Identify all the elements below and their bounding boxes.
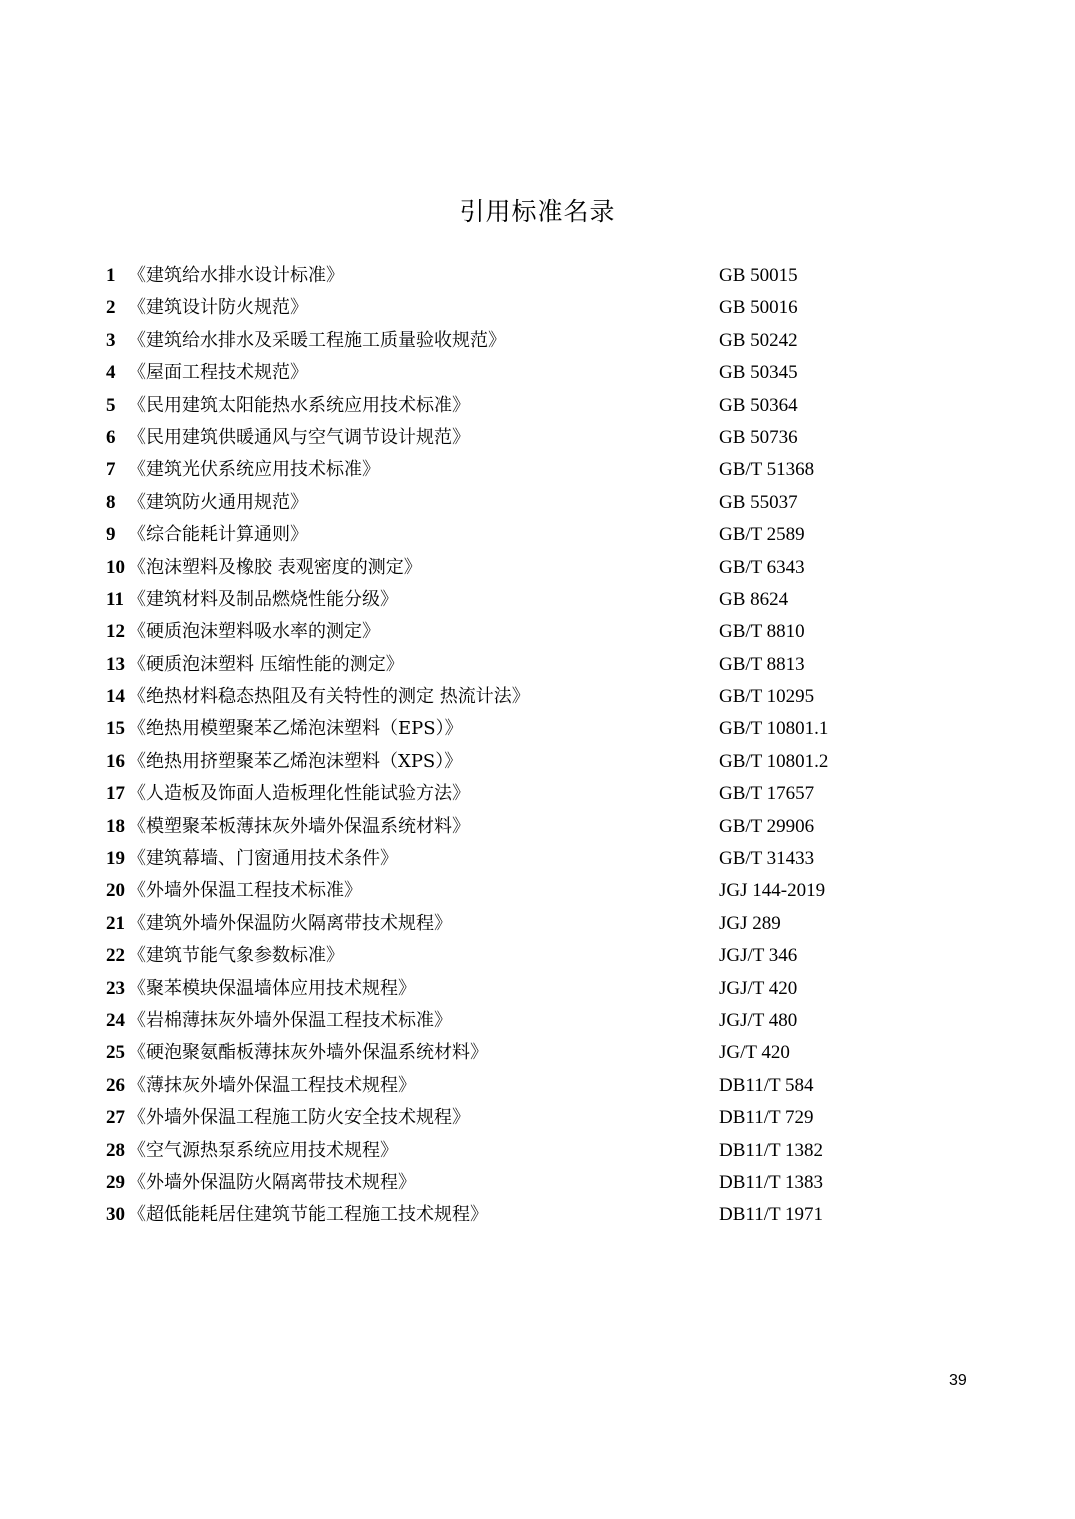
reference-title: 《建筑外墙外保温防火隔离带技术规程》 — [128, 912, 452, 934]
reference-code: GB/T 31433 — [719, 848, 815, 870]
reference-title: 《建筑防火通用规范》 — [128, 491, 308, 513]
reference-item — [0, 1037, 1075, 1069]
reference-code: GB/T 29906 — [719, 815, 815, 837]
reference-number: 20 — [106, 880, 125, 902]
reference-item — [0, 908, 1075, 940]
reference-item — [0, 713, 1075, 745]
reference-number: 26 — [106, 1074, 125, 1096]
reference-number: 18 — [106, 815, 125, 837]
reference-number: 22 — [106, 945, 125, 967]
reference-number: 6 — [106, 426, 116, 448]
reference-title: 《屋面工程技术规范》 — [128, 362, 308, 384]
reference-number: 25 — [106, 1042, 125, 1064]
reference-title: 《建筑幕墙、门窗通用技术条件》 — [128, 848, 398, 870]
reference-code: GB 50364 — [719, 394, 798, 416]
reference-code: GB/T 10295 — [719, 686, 815, 708]
reference-title: 《泡沫塑料及橡胶 表观密度的测定》 — [128, 556, 422, 578]
reference-item — [0, 778, 1075, 810]
reference-title: 《建筑节能气象参数标准》 — [128, 945, 344, 967]
reference-code: JGJ/T 420 — [719, 977, 798, 999]
reference-number: 3 — [106, 329, 116, 351]
reference-number: 5 — [106, 394, 116, 416]
reference-number: 12 — [106, 621, 125, 643]
reference-title: 《建筑给水排水及采暖工程施工质量验收规范》 — [128, 329, 506, 351]
reference-code: GB/T 10801.1 — [719, 718, 829, 740]
reference-item — [0, 1005, 1075, 1037]
reference-code: JG/T 420 — [719, 1042, 790, 1064]
reference-code: DB11/T 729 — [719, 1107, 814, 1129]
reference-number: 8 — [106, 491, 116, 513]
reference-title: 《建筑材料及制品燃烧性能分级》 — [128, 588, 398, 610]
reference-title: 《外墙外保温防火隔离带技术规程》 — [128, 1171, 416, 1193]
page-title: 引用标准名录 — [459, 197, 616, 226]
reference-item — [0, 843, 1075, 875]
reference-number: 29 — [106, 1171, 125, 1193]
reference-item — [0, 325, 1075, 357]
reference-title: 《硬质泡沫塑料吸水率的测定》 — [128, 621, 380, 643]
reference-code: GB/T 2589 — [719, 524, 805, 546]
reference-item — [0, 1102, 1075, 1134]
reference-number: 21 — [106, 912, 125, 934]
reference-code: GB/T 10801.2 — [719, 750, 829, 772]
reference-number: 17 — [106, 783, 125, 805]
reference-code: GB 55037 — [719, 491, 798, 513]
reference-number: 7 — [106, 459, 116, 481]
reference-item — [0, 422, 1075, 454]
reference-item — [0, 973, 1075, 1005]
reference-number: 10 — [106, 556, 125, 578]
reference-code: JGJ 144-2019 — [719, 880, 826, 902]
reference-number: 15 — [106, 718, 125, 740]
reference-item — [0, 1135, 1075, 1167]
reference-title: 《薄抹灰外墙外保温工程技术规程》 — [128, 1074, 416, 1096]
reference-code: GB/T 51368 — [719, 459, 815, 481]
reference-code: GB 8624 — [719, 588, 789, 610]
reference-item — [0, 487, 1075, 519]
reference-number: 19 — [106, 848, 125, 870]
reference-item — [0, 649, 1075, 681]
reference-number: 2 — [106, 297, 116, 319]
reference-number: 9 — [106, 524, 116, 546]
reference-item — [0, 390, 1075, 422]
reference-item — [0, 292, 1075, 324]
reference-item — [0, 616, 1075, 648]
reference-code: GB/T 8810 — [719, 621, 805, 643]
reference-title: 《硬质泡沫塑料 压缩性能的测定》 — [128, 653, 404, 675]
reference-number: 11 — [106, 588, 124, 610]
reference-number: 23 — [106, 977, 125, 999]
reference-number: 27 — [106, 1107, 125, 1129]
reference-code: JGJ/T 346 — [719, 945, 798, 967]
reference-item — [0, 875, 1075, 907]
reference-code: JGJ 289 — [719, 912, 781, 934]
reference-code: GB 50016 — [719, 297, 798, 319]
reference-title: 《建筑光伏系统应用技术标准》 — [128, 459, 380, 481]
reference-item — [0, 519, 1075, 551]
page-number: 39 — [949, 1372, 967, 1389]
reference-number: 14 — [106, 686, 125, 708]
reference-title: 《绝热材料稳态热阻及有关特性的测定 热流计法》 — [128, 686, 530, 708]
reference-number: 1 — [106, 265, 116, 286]
reference-title: 《绝热用模塑聚苯乙烯泡沫塑料（EPS）》 — [128, 718, 463, 740]
reference-item — [0, 681, 1075, 713]
reference-item — [0, 811, 1075, 843]
reference-number: 28 — [106, 1139, 125, 1161]
reference-title: 《超低能耗居住建筑节能工程施工技术规程》 — [128, 1204, 488, 1226]
reference-code: DB11/T 1382 — [719, 1139, 823, 1161]
reference-title: 《建筑设计防火规范》 — [128, 297, 308, 319]
reference-title: 《人造板及饰面人造板理化性能试验方法》 — [128, 783, 470, 805]
reference-code: GB/T 8813 — [719, 653, 805, 675]
reference-title: 《民用建筑供暖通风与空气调节设计规范》 — [128, 426, 470, 448]
reference-item — [0, 357, 1075, 389]
reference-number: 16 — [106, 750, 125, 772]
reference-number: 30 — [106, 1204, 125, 1226]
reference-item — [0, 584, 1075, 616]
reference-title: 《空气源热泵系统应用技术规程》 — [128, 1139, 398, 1161]
reference-title: 《绝热用挤塑聚苯乙烯泡沫塑料（XPS）》 — [128, 750, 463, 772]
reference-title: 《模塑聚苯板薄抹灰外墙外保温系统材料》 — [128, 815, 470, 837]
reference-title: 《综合能耗计算通则》 — [128, 524, 308, 546]
reference-item — [0, 552, 1075, 584]
reference-code: GB 50736 — [719, 426, 798, 448]
reference-title: 《硬泡聚氨酯板薄抹灰外墙外保温系统材料》 — [128, 1042, 488, 1064]
reference-number: 4 — [106, 362, 116, 384]
reference-title: 《外墙外保温工程技术标准》 — [128, 880, 362, 902]
reference-code: GB/T 6343 — [719, 556, 805, 578]
reference-item — [0, 1199, 1075, 1231]
reference-list — [0, 260, 1075, 1232]
reference-item — [0, 454, 1075, 486]
reference-item — [0, 940, 1075, 972]
reference-code: GB 50345 — [719, 362, 798, 384]
reference-title: 《聚苯模块保温墙体应用技术规程》 — [128, 977, 416, 999]
reference-code: DB11/T 1383 — [719, 1171, 823, 1193]
reference-code: JGJ/T 480 — [719, 1009, 798, 1031]
reference-title: 《外墙外保温工程施工防火安全技术规程》 — [128, 1107, 470, 1129]
reference-number: 24 — [106, 1009, 125, 1031]
reference-code: DB11/T 584 — [719, 1074, 814, 1096]
reference-item — [0, 1167, 1075, 1199]
reference-item — [0, 260, 1075, 292]
reference-number: 13 — [106, 653, 125, 675]
reference-title: 《建筑给水排水设计标准》 — [128, 265, 344, 286]
reference-title: 《民用建筑太阳能热水系统应用技术标准》 — [128, 394, 470, 416]
reference-code: DB11/T 1971 — [719, 1204, 823, 1226]
reference-title: 《岩棉薄抹灰外墙外保温工程技术标准》 — [128, 1009, 452, 1031]
reference-code: GB/T 17657 — [719, 783, 815, 805]
reference-item — [0, 1070, 1075, 1102]
reference-code: GB 50015 — [719, 265, 798, 286]
reference-code: GB 50242 — [719, 329, 798, 351]
reference-item — [0, 746, 1075, 778]
